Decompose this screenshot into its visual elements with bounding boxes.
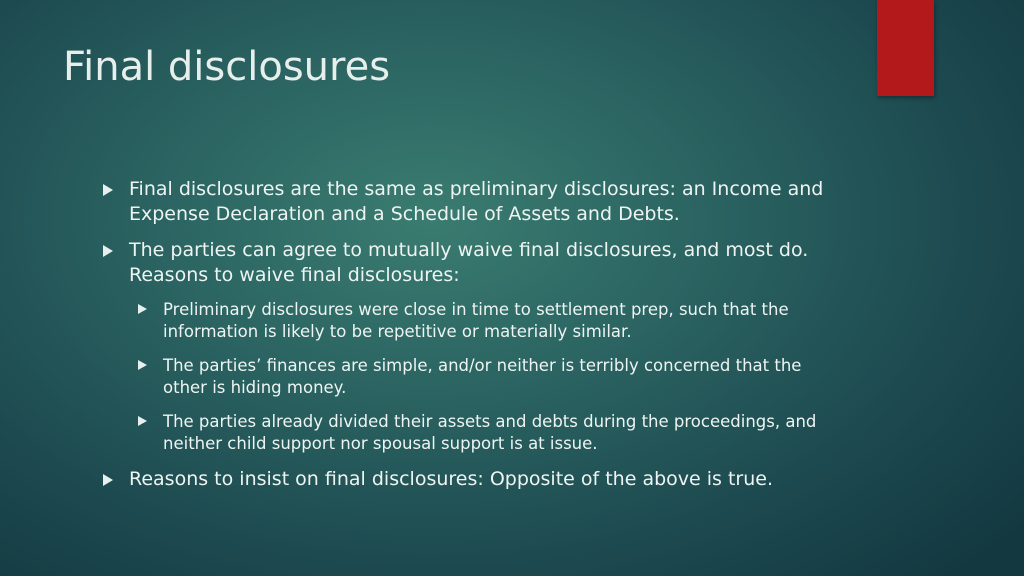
sub-bullet-item-1: [136, 299, 841, 343]
bullet-text: The parties can agree to mutually waive final disclosures, and most do. Reasons to waive final disclosures:: [129, 239, 809, 286]
triangle-bullet-icon: [103, 184, 113, 196]
bullet-text: Reasons to insist on final disclosures: Opposite of the above is true.: [129, 468, 773, 490]
bullet-item-3: [101, 467, 841, 492]
triangle-bullet-icon: [138, 416, 147, 426]
triangle-bullet-icon: [138, 304, 147, 314]
bullet-list: [101, 177, 841, 503]
sub-bullet-text: Preliminary disclosures were close in time to settlement prep, such that the information is likely to be repetitive or materially similar.: [163, 300, 789, 341]
sub-bullet-text: The parties already divided their assets and debts during the proceedings, and neither child support nor spousal support is at issue.: [163, 412, 817, 453]
sub-bullet-text: The parties’ finances are simple, and/or neither is terribly concerned that the other is hiding money.: [163, 356, 802, 397]
bullet-item-1: [101, 177, 841, 227]
triangle-bullet-icon: [103, 245, 113, 257]
slide-title: Final disclosures: [63, 44, 391, 90]
bullet-text: Final disclosures are the same as preliminary disclosures: an Income and Expense Declaration and a Schedule of Assets and Debts.: [129, 178, 824, 225]
bullet-item-2: [101, 238, 841, 288]
sub-bullet-item-3: [136, 411, 841, 455]
accent-bar: [877, 0, 934, 96]
triangle-bullet-icon: [103, 474, 113, 486]
triangle-bullet-icon: [138, 360, 147, 370]
sub-bullet-item-2: [136, 355, 841, 399]
